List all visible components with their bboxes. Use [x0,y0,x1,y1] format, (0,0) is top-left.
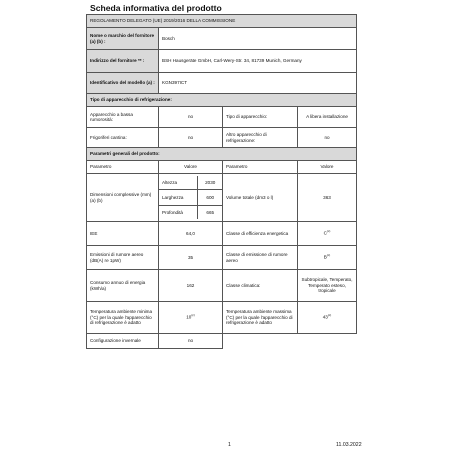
model-id-value: KGN397ICT [159,73,357,94]
max-temp-value: 43 [322,315,328,321]
wine-cabinet-label: Frigoriferi cantina: [87,128,159,148]
winter-config-label: Configurazione invernale [87,334,159,349]
climate-class-value: Subtropicale, Temperato, Temperato esteso, tropicale [298,270,357,302]
dimensions-table [159,176,223,219]
col-parameter-header-2: Parametro [223,161,298,174]
col-value-header-2: Valore [298,161,357,174]
height-label: Altezza [159,176,197,190]
other-refrigerator-value: no [298,128,357,148]
other-refrigerator-label: Altro apparecchio di refrigerazione: [223,128,298,148]
appliance-type-header: Tipo di apparecchio di refrigerazione: [87,94,357,107]
energy-class-label: Classe di efficienza energetica [223,222,298,246]
eei-value: 64,0 [159,222,223,246]
document-title: Scheda informativa del prodotto [90,3,222,13]
model-id-label: Identificativo del modello (a) : [87,73,159,94]
appliance-type-label: Tipo di apparecchio: [223,107,298,128]
low-noise-value: no [159,107,223,128]
energy-class-cell [298,222,357,246]
noise-class-note: (c) [326,253,331,258]
noise-emission-value: 35 [159,246,223,270]
dimensions-cell [159,174,223,222]
appliance-type-value: A libera installazione [298,107,357,128]
min-temp-cell [159,302,223,334]
energy-class-note: (c) [326,229,331,234]
depth-label: Profondità [159,206,197,220]
max-temp-label: Temperatura ambiente massima (°C) per la quale l'apparecchio di refrigerazione è adatto [223,302,298,334]
eei-label: IEE [87,222,159,246]
supplier-address-value: BSH Hausgeräte GmbH, Carl-Wery-Str. 34, 81739 Munich, Germany [159,50,357,73]
width-label: Larghezza [159,190,197,206]
min-temp-label: Temperatura ambiente minima (°C) per la quale l'apparecchio di refrigerazione è adatto [87,302,159,334]
footer-date: 11.03.2022 [336,442,362,448]
dimensions-label: Dimensioni complessive (mm) (a) (b) [87,174,159,222]
noise-class-cell [298,246,357,270]
empty-cell [223,334,298,349]
energy-consumption-label: Consumo annuo di energia (kWh/a) [87,270,159,302]
min-temp-value: 10 [186,315,192,321]
max-temp-note: (c) [327,313,332,318]
empty-cell [298,334,357,349]
supplier-name-label: Nome o marchio del fornitore (a) (b) : [87,28,159,50]
noise-class-label: Classe di emissione di rumore aereo [223,246,298,270]
winter-config-value: no [159,334,223,349]
low-noise-label: Apparecchio a bassa rumorosità: [87,107,159,128]
energy-consumption-value: 162 [159,270,223,302]
min-temp-note: (c) [191,313,195,318]
total-volume-label: Volume totale (dm3 o l) [223,174,298,222]
wine-cabinet-value: no [159,128,223,148]
page-number: 1 [228,442,231,448]
total-volume-value: 363 [298,174,357,222]
regulation-heading: REGOLAMENTO DELEGATO (UE) 2019/2016 DELLA COMMISSIONE [87,15,357,28]
climate-class-label: Classe climatica: [223,270,298,302]
depth-value: 665 [197,206,223,220]
general-params-header: Parametri generali del prodotto: [87,148,357,161]
col-parameter-header: Parametro [87,161,159,174]
max-temp-cell [298,302,357,334]
energy-class-value: C [323,231,327,237]
supplier-name-value: Bosch [159,28,357,50]
height-value: 2030 [197,176,223,190]
product-information-sheet [86,14,357,349]
width-value: 600 [197,190,223,206]
supplier-address-label: Indirizzo del fornitore ** : [87,50,159,73]
col-value-header: Valore [159,161,223,174]
noise-emission-label: Emissioni di rumore aereo (dB(A) re 1pW) [87,246,159,270]
noise-class-value: B [323,255,327,261]
